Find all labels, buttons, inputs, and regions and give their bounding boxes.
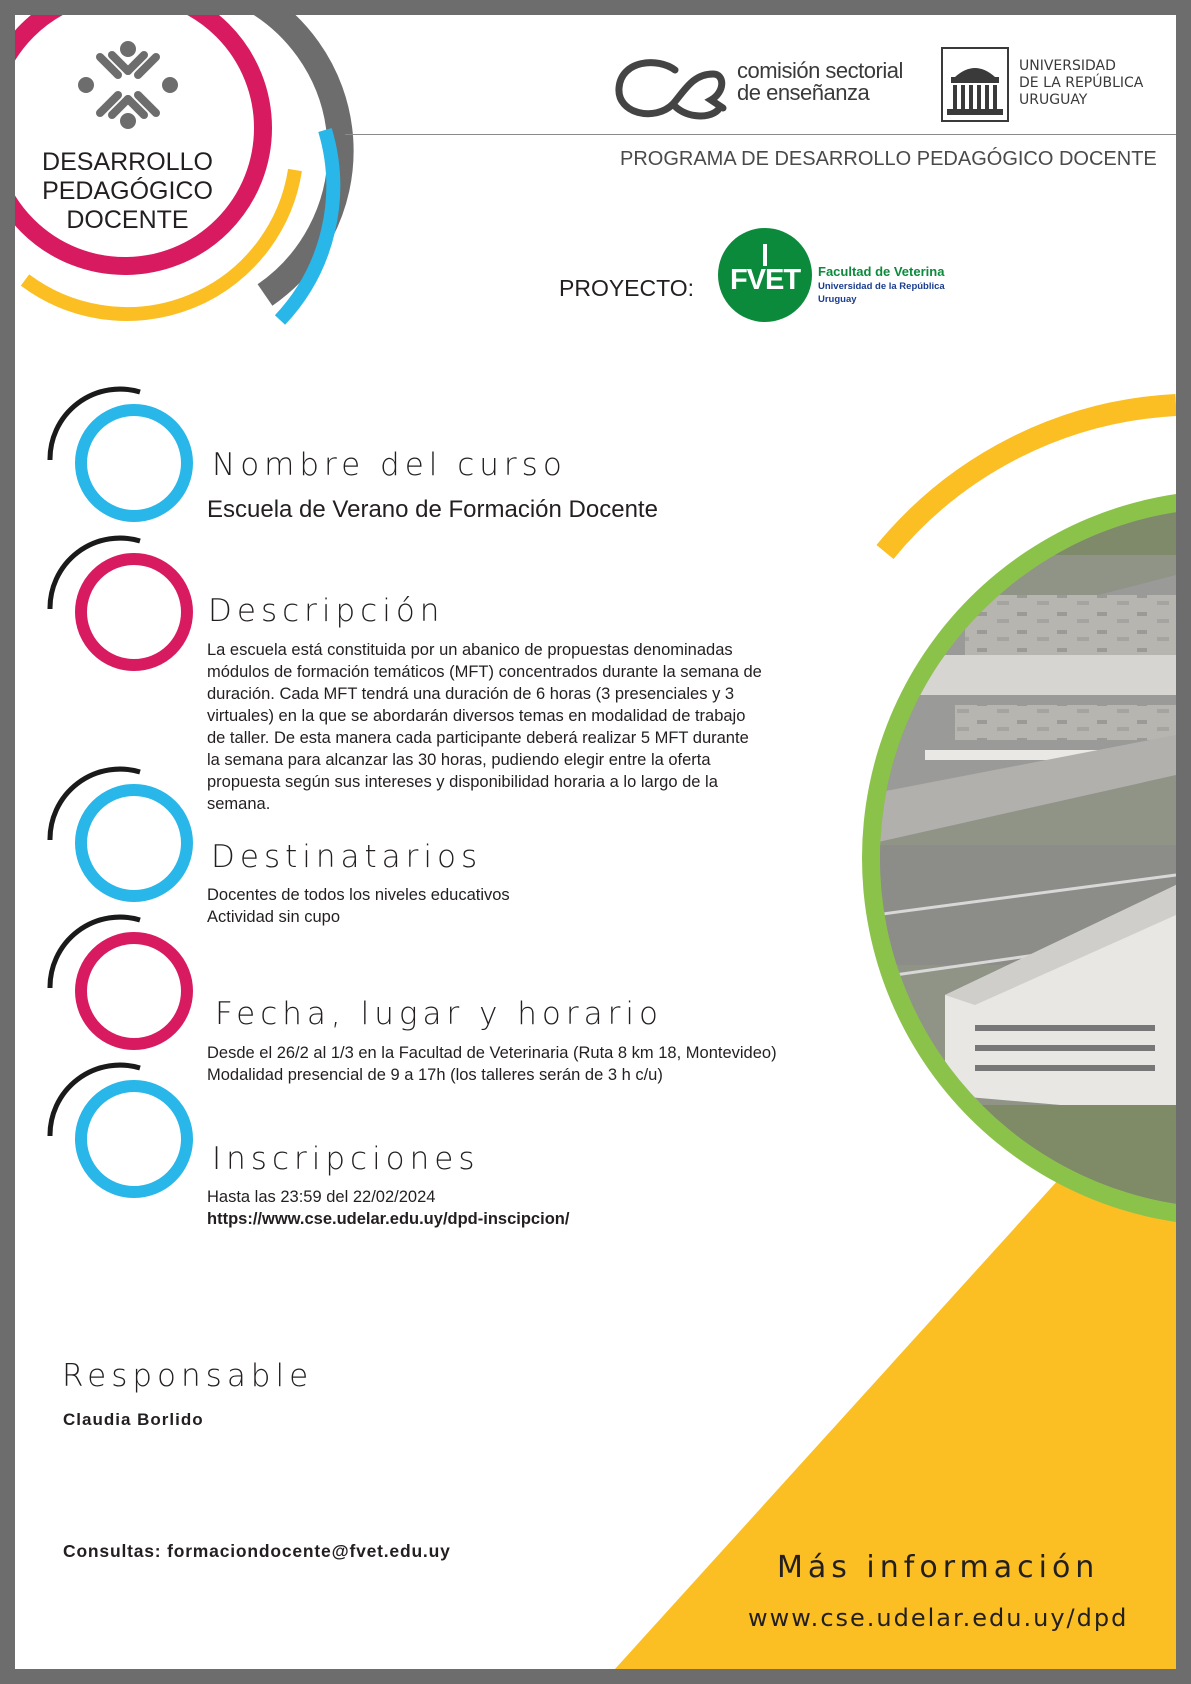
udelar-line: URUGUAY xyxy=(1019,92,1088,108)
inscripciones-ring-icon xyxy=(45,1056,195,1206)
destinatarios-text xyxy=(207,884,510,928)
descripcion-line: semana. xyxy=(207,795,271,813)
fac-line: Universidad de la República xyxy=(818,281,945,292)
fvet-logo-text: FVET xyxy=(729,264,801,296)
destinatarios-line: Actividad sin cupo xyxy=(207,908,340,926)
curso-value: Escuela de Verano de Formación Docente xyxy=(207,496,658,523)
destinatarios-line: Docentes de todos los niveles educativos xyxy=(207,886,510,904)
inscripciones-link[interactable]: https://www.cse.udelar.edu.uy/dpd-inscipcion/ xyxy=(207,1210,570,1228)
descripcion-ring-icon xyxy=(45,529,195,679)
consultas-email[interactable]: Consultas: formaciondocente@fvet.edu.uy xyxy=(63,1541,451,1561)
badge-line: PEDAGÓGICO xyxy=(42,177,213,205)
descripcion-line: propuesta según sus intereses y disponibilidad horaria a lo largo de la xyxy=(207,773,718,791)
descripcion-line: de taller. De esta manera cada participante deberá realizar 5 MFT durante xyxy=(207,729,749,747)
descripcion-heading: Descripción xyxy=(208,593,445,629)
curso-heading: Nombre del curso xyxy=(212,447,567,483)
cse-line: de enseñanza xyxy=(737,80,870,105)
mas-info-url[interactable]: www.cse.udelar.edu.uy/dpd xyxy=(748,1604,1129,1632)
udelar-line: UNIVERSIDAD xyxy=(1019,58,1116,74)
badge-line: DESARROLLO xyxy=(42,148,213,176)
destinatarios-heading: Destinatarios xyxy=(211,839,483,875)
fecha-line: Desde el 26/2 al 1/3 en la Facultad de Veterinaria (Ruta 8 km 18, Montevideo) xyxy=(207,1044,777,1062)
fac-line: Uruguay xyxy=(818,294,857,305)
fac-line: Facultad de Veterina xyxy=(818,264,945,279)
fecha-text xyxy=(207,1042,777,1086)
descripcion-line: La escuela está constituida por un abanico de propuestas denominadas xyxy=(207,641,733,659)
descripcion-text xyxy=(207,639,847,815)
responsable-name: Claudia Borlido xyxy=(63,1410,204,1429)
mas-info-heading: Más información xyxy=(777,1550,1100,1585)
fecha-line: Modalidad presencial de 9 a 17h (los talleres serán de 3 h c/u) xyxy=(207,1066,663,1084)
fecha-ring-icon xyxy=(45,908,195,1058)
responsable-heading: Responsable xyxy=(62,1358,314,1394)
destinatarios-ring-icon xyxy=(45,760,195,910)
inscripciones-text xyxy=(207,1186,569,1230)
inscripciones-deadline: Hasta las 23:59 del 22/02/2024 xyxy=(207,1188,436,1206)
fecha-heading: Fecha, lugar y horario xyxy=(215,996,663,1032)
inscripciones-heading: Inscripciones xyxy=(212,1141,480,1177)
project-label: PROYECTO: xyxy=(559,275,695,301)
program-title: PROGRAMA DE DESARROLLO PEDAGÓGICO DOCENTE xyxy=(620,148,1157,170)
descripcion-line: virtuales) en la que se abordarán diversos temas en modalidad de trabajo xyxy=(207,707,746,725)
udelar-line: DE LA REPÚBLICA xyxy=(1019,75,1144,91)
descripcion-line: módulos de formación temáticos (MFT) concentrados durante la semana de xyxy=(207,663,762,681)
poster xyxy=(15,15,1176,1669)
cse-line: comisión sectorial xyxy=(737,58,903,83)
badge-line: DOCENTE xyxy=(66,206,189,234)
curso-ring-icon xyxy=(45,380,195,530)
descripcion-line: duración. Cada MFT tendrá una duración de 6 horas (3 presenciales y 3 xyxy=(207,685,735,703)
descripcion-line: la semana para alcanzar las 30 horas, pudiendo elegir entre la oferta xyxy=(207,751,711,769)
